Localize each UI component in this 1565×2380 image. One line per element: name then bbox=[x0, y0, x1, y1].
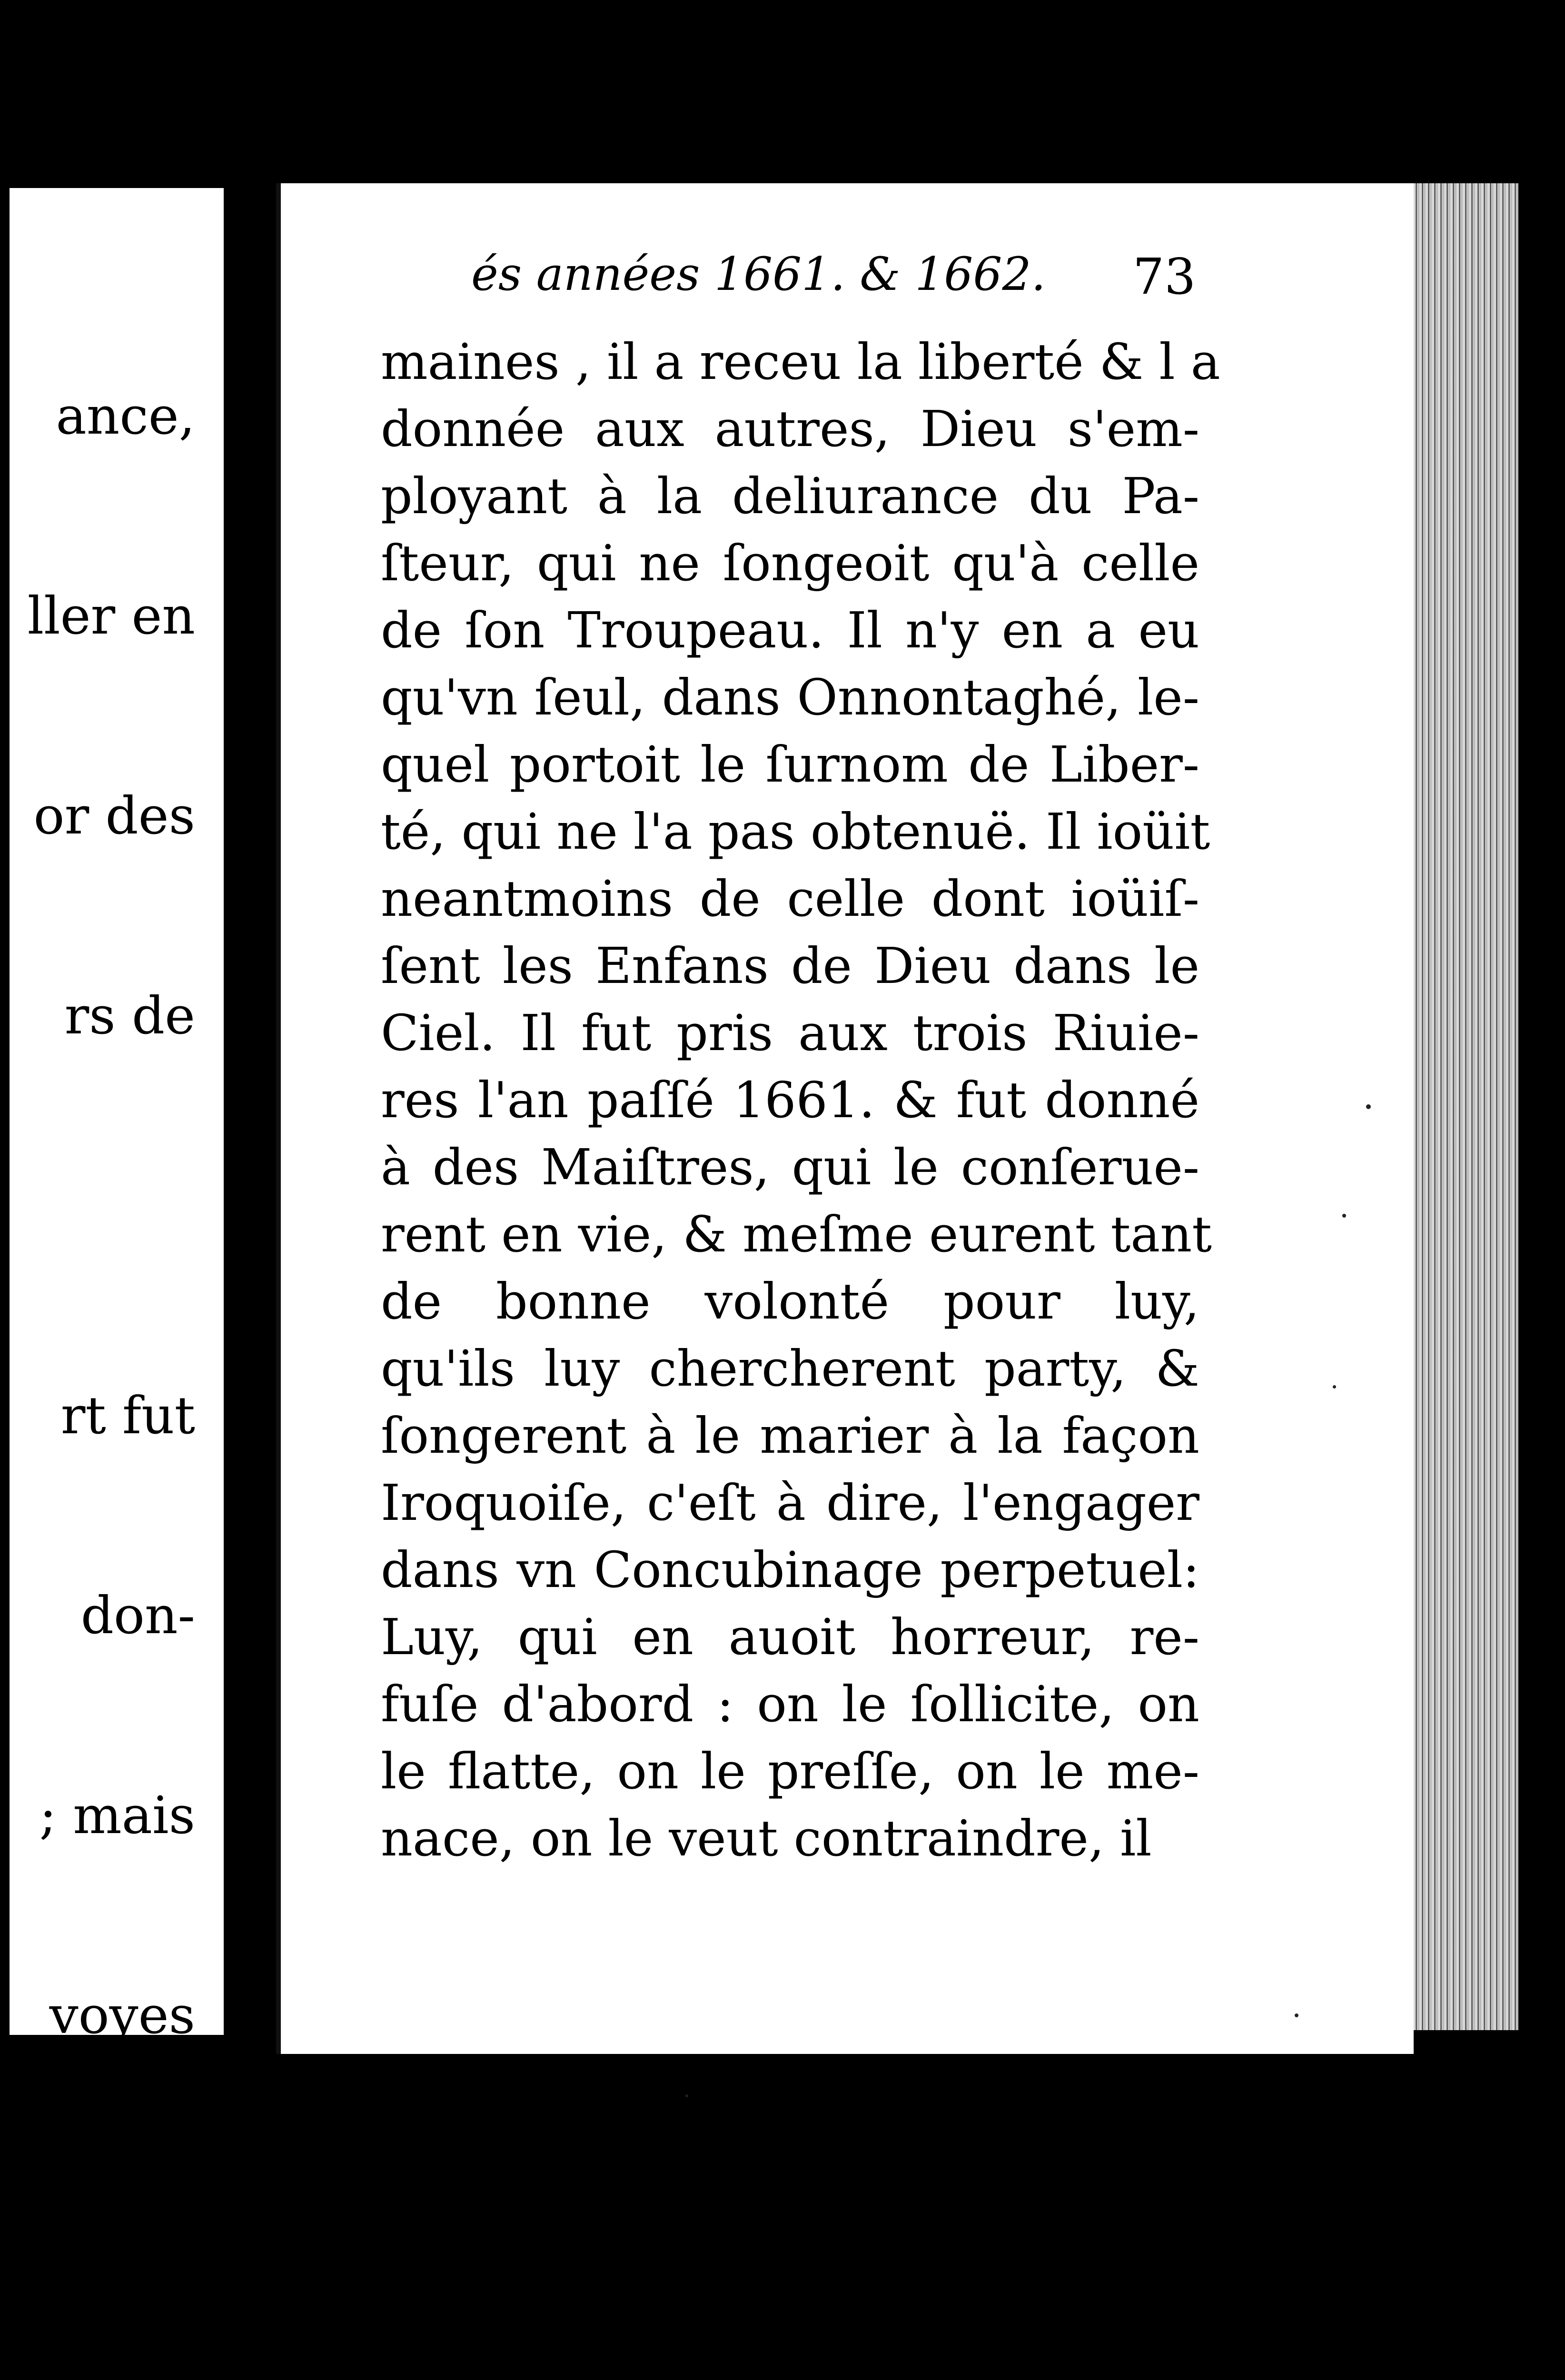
facing-line: rt fut bbox=[60, 1386, 195, 1446]
facing-line: ller en bbox=[27, 586, 195, 646]
facing-page-text bbox=[28, 250, 195, 2380]
scan-speck bbox=[1366, 1104, 1371, 1109]
text-line: fuſe d'abord : on le ſollicite, on bbox=[381, 1675, 1199, 1733]
text-line: de bonne volonté pour luy, bbox=[381, 1272, 1199, 1330]
facing-line bbox=[28, 1183, 195, 1250]
facing-line: don- bbox=[80, 1586, 195, 1646]
facing-line: ur la bbox=[74, 2186, 195, 2245]
text-line: ployant à la deliurance du Pa- bbox=[381, 467, 1199, 525]
text-line: neantmoins de celle dont ioüiſ- bbox=[381, 870, 1199, 928]
facing-line: voyes bbox=[49, 1986, 195, 2045]
facing-line: ance, bbox=[56, 387, 195, 446]
page-edges bbox=[1414, 183, 1518, 2030]
running-head: és années 1661. & 1662. bbox=[471, 248, 1046, 301]
text-line: quel portoit le ſurnom de Liber- bbox=[381, 735, 1199, 793]
body-text bbox=[381, 328, 1220, 1872]
facing-line: rs de bbox=[64, 986, 195, 1046]
text-line: ſent les Enfans de Dieu dans le bbox=[381, 937, 1199, 995]
facing-line: ; mais bbox=[39, 1786, 195, 1845]
text-line: Ciel. Il fut pris aux trois Riuie- bbox=[381, 1004, 1199, 1062]
text-line: Luy, qui en auoit horreur, re- bbox=[381, 1608, 1199, 1666]
text-line: rent en vie, & meſme eurent tant bbox=[381, 1205, 1212, 1263]
scan-speck bbox=[1342, 1214, 1346, 1218]
text-line: Iroquoiſe, c'eſt à dire, l'engager bbox=[381, 1474, 1199, 1532]
scan-speck bbox=[1295, 2013, 1298, 2017]
scan-speck bbox=[685, 2094, 688, 2097]
facing-page-fragment bbox=[10, 188, 235, 2245]
text-line: nace, on le veut contraindre, il bbox=[381, 1809, 1152, 1867]
text-line: ſongerent à le marier à la façon bbox=[381, 1407, 1199, 1465]
scan-speck bbox=[1333, 1385, 1336, 1388]
text-line: dans vn Concubinage perpetuel: bbox=[381, 1541, 1199, 1599]
text-line: donnée aux autres, Dieu s'em- bbox=[381, 400, 1199, 458]
text-line: ſteur, qui ne ſongeoit qu'à celle bbox=[381, 534, 1199, 592]
page-number: 73 bbox=[1133, 248, 1196, 306]
text-line: maines , il a receu la liberté & l a bbox=[381, 333, 1220, 391]
text-line: qu'ils luy chercherent party, & bbox=[381, 1339, 1199, 1398]
text-line: de ſon Troupeau. Il n'y en a eu bbox=[381, 601, 1199, 659]
text-line: res l'an paſſé 1661. & fut donné bbox=[381, 1071, 1199, 1129]
facing-line: or des bbox=[33, 786, 195, 846]
text-line: le flatte, on le preſſe, on le me- bbox=[381, 1742, 1199, 1800]
text-line: à des Maiſtres, qui le conſerue- bbox=[381, 1138, 1199, 1196]
text-line: té, qui ne l'a pas obtenuë. Il ioüit bbox=[381, 803, 1210, 861]
text-line: qu'vn ſeul, dans Onnontaghé, le- bbox=[381, 668, 1199, 726]
